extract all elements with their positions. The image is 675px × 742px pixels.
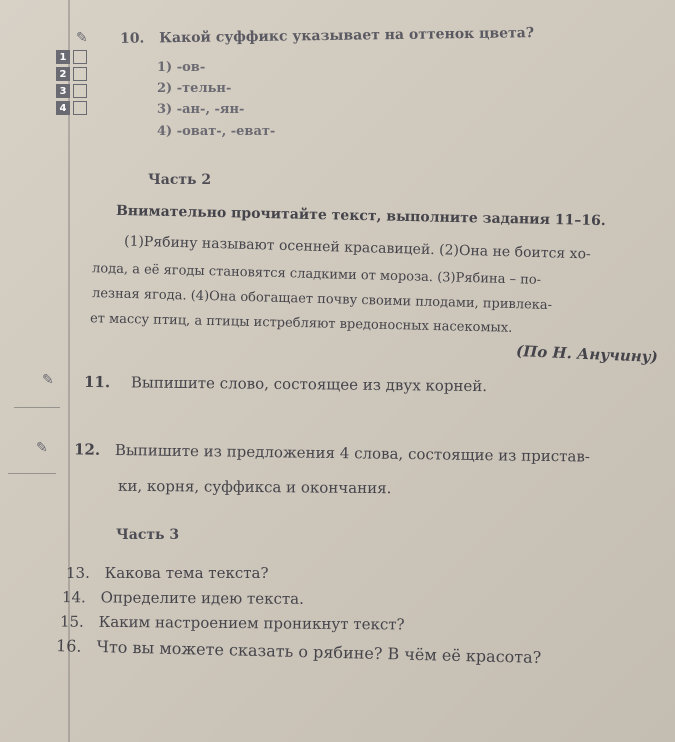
option-3: 3) -ан-, -ян- — [157, 102, 245, 117]
question-16-text: Что вы можете сказать о рябине? В чём её красота? — [96, 637, 542, 667]
question-15 — [60, 612, 405, 633]
pencil-icon: ✎ — [36, 440, 48, 456]
grid-number: 2 — [56, 67, 70, 81]
question-12-line-1: Выпишите из предложения 4 слова, состоящие из пристав- — [114, 440, 591, 466]
text-line-3: лезная ягода. (4)Она обогащает почву своими плодами, привлека- — [91, 285, 553, 314]
author-credit: (По Н. Анучину) — [515, 341, 659, 367]
question-14 — [62, 588, 304, 608]
question-15-text: Каким настроением проникнут текст? — [98, 612, 405, 634]
margin-answer-line — [14, 407, 60, 408]
question-14-text: Определите идею текста. — [100, 588, 304, 608]
grid-number: 4 — [56, 101, 70, 115]
option-4: 4) -оват-, -еват- — [157, 124, 276, 139]
grid-number: 3 — [56, 84, 70, 98]
margin-answer-line — [8, 473, 56, 474]
option-2: 2) -тельн- — [157, 81, 232, 96]
question-15-number: 15. — [59, 612, 84, 631]
answer-box[interactable] — [73, 50, 87, 64]
question-12 — [74, 440, 590, 465]
question-14-number: 14. — [61, 588, 86, 607]
question-13-text: Какова тема текста? — [104, 564, 269, 582]
text-line-2: лода, а её ягоды становятся сладкими от мороза. (3)Рябина – по- — [91, 261, 542, 288]
question-10 — [120, 25, 534, 47]
part-3-title: Часть 3 — [116, 527, 180, 543]
question-12-line-2: ки, корня, суффикса и окончания. — [117, 476, 392, 498]
pencil-icon: ✎ — [76, 30, 88, 46]
text-line-1: (1)Рябину называют осенней красавицей. (2)Она не боится хо- — [123, 233, 591, 263]
answer-box[interactable] — [73, 84, 87, 98]
answer-box[interactable] — [73, 67, 87, 81]
text-line-4: ет массу птиц, а птицы истребляют вредоносных насекомых. — [89, 311, 513, 336]
question-11-number: 11. — [83, 372, 111, 392]
question-16 — [56, 636, 542, 667]
question-13-number: 13. — [66, 564, 90, 582]
grid-number: 1 — [56, 50, 70, 64]
part-2-instruction: Внимательно прочитайте текст, выполните задания 11–16. — [115, 202, 606, 230]
question-10-number: 10. — [119, 30, 145, 47]
question-11 — [84, 373, 487, 395]
answer-box[interactable] — [73, 101, 87, 115]
question-10-text: Какой суффикс указывает на оттенок цвета? — [159, 25, 535, 47]
question-13 — [66, 564, 269, 582]
question-16-number: 16. — [55, 636, 82, 656]
option-1: 1) -ов- — [157, 60, 206, 75]
part-2-title: Часть 2 — [148, 172, 212, 188]
pencil-icon: ✎ — [42, 372, 54, 388]
question-11-text: Выпишите слово, состоящее из двух корней. — [130, 373, 488, 396]
question-12-number: 12. — [73, 440, 101, 459]
